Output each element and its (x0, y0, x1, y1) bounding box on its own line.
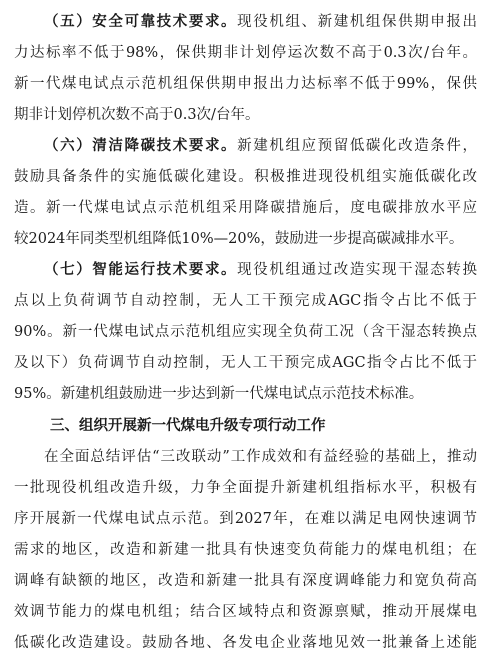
paragraph-7-line-1: （七）智能运行技术要求。现役机组通过改造实现干湿态转换 (44, 261, 478, 278)
closing-line-2: 一批现役机组改造升级，力争全面提升新建机组指标水平，积极有 (14, 480, 477, 496)
closing-line-4: 需求的地区，改造和新建一批具有快速变负荷能力的煤电机组；在 (14, 542, 477, 558)
section-title: 三、组织开展新一代煤电升级专项行动工作 (50, 417, 326, 434)
paragraph-6-line-3: 造。新一代煤电试点示范机组采用降碳措施后，度电碳排放水平应 (14, 200, 477, 216)
paragraph-5-line-3: 新一代煤电试点示范机组保供期申报出力达标率不低于99%，保供 (14, 76, 477, 92)
closing-line-3: 序开展新一代煤电试点示范。到2027年，在难以满足电网快速调节 (14, 511, 477, 527)
paragraph-7-line-2: 点以上负荷调节自动控制，无人工干预完成AGC指令占比不低于 (14, 293, 477, 309)
closing-line-7: 低碳化改造建设。鼓励各地、各发电企业落地见效一批兼备上述能 (14, 635, 477, 651)
paragraph-5-line-1: （五）安全可靠技术要求。现役机组、新建机组保供期申报出 (44, 13, 478, 30)
closing-line-1: 在全面总结评估“三改联动”工作成效和有益经验的基础上，推动 (44, 449, 477, 465)
paragraph-7-line-3: 90%。新一代煤电试点示范机组应实现全负荷工况（含干湿态转换点 (14, 324, 477, 340)
closing-line-5: 调峰有缺额的地区，改造和新建一批具有深度调峰能力和宽负荷高 (14, 573, 477, 589)
paragraph-7-heading: （七）智能运行技术要求。 (44, 261, 238, 278)
paragraph-5-line-4: 期非计划停机次数不高于0.3次/台年。 (14, 107, 260, 123)
paragraph-6-heading: （六）清洁降碳技术要求。 (44, 137, 238, 154)
paragraph-5-heading: （五）安全可靠技术要求。 (44, 13, 238, 30)
paragraph-6-line-2: 鼓励具备条件的实施低碳化建设。积极推进现役机组实施低碳化改 (14, 169, 477, 185)
paragraph-5-line-2: 力达标率不低于98%，保供期非计划停运次数不高于0.3次/台年。 (14, 45, 477, 61)
paragraph-7-line-4: 及以下）负荷调节自动控制，无人工干预完成AGC指令占比不低于 (14, 355, 477, 371)
paragraph-6-line-1: （六）清洁降碳技术要求。新建机组应预留低碳化改造条件， (44, 137, 478, 154)
paragraph-7-line-5: 95%。新建机组鼓励进一步达到新一代煤电试点示范技术标准。 (14, 386, 424, 402)
closing-line-6: 效调节能力的煤电机组；结合区域特点和资源禀赋，推动开展煤电 (14, 604, 477, 620)
paragraph-6-line-4: 较2024年同类型机组降低10%—20%，鼓励进一步提高碳减排水平。 (14, 231, 464, 247)
